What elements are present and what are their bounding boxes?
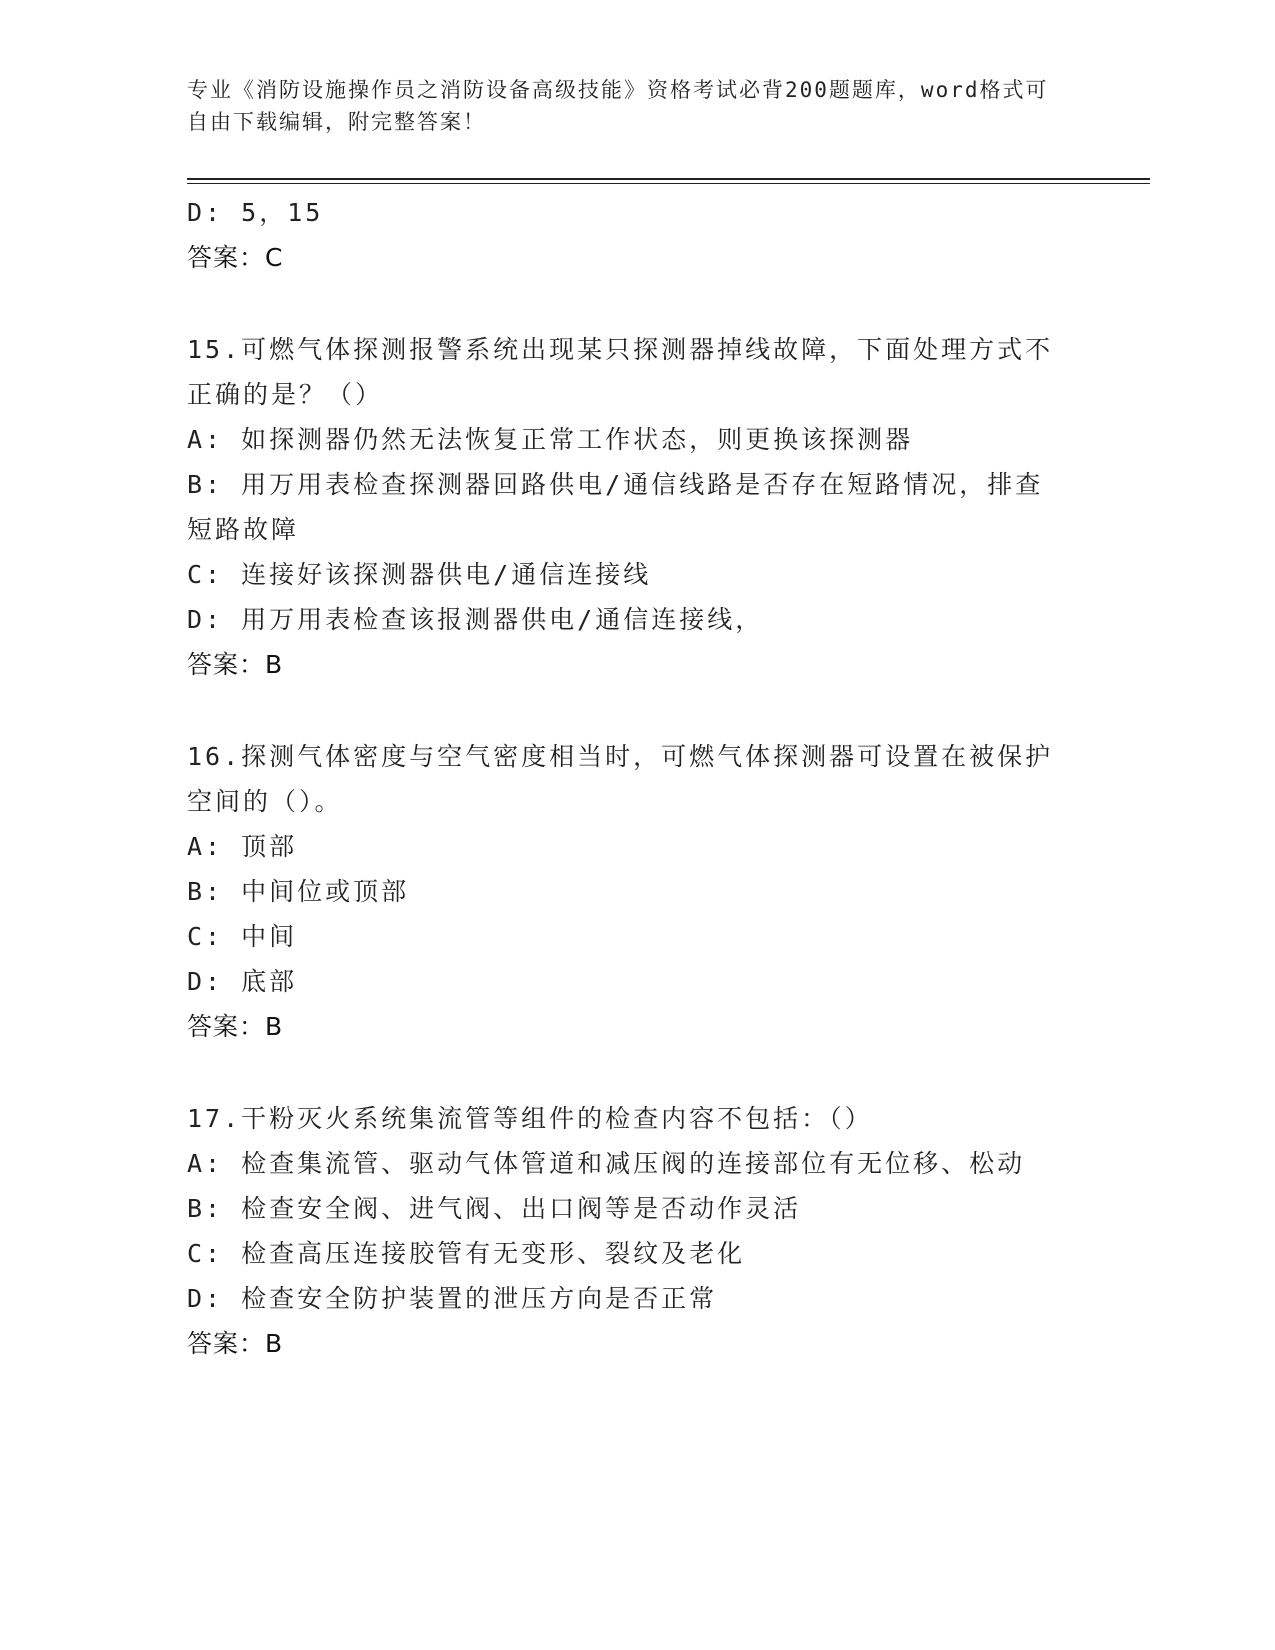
option-a: A: 顶部 [187, 832, 298, 861]
option-c: C: 中间 [187, 922, 298, 951]
document-content [187, 190, 1087, 1366]
option-b: B: 中间位或顶部 [187, 877, 410, 906]
question-stem-continued: 正确的是？（） [187, 380, 384, 409]
option-d: D: 检查安全防护装置的泄压方向是否正常 [187, 1284, 718, 1313]
option-b: B: 用万用表检查探测器回路供电/通信线路是否存在短路情况，排查 [187, 470, 1044, 499]
question-stem: 15.可燃气体探测报警系统出现某只探测器掉线故障，下面处理方式不 [187, 335, 1054, 364]
option-b: B: 检查安全阀、进气阀、出口阀等是否动作灵活 [187, 1194, 802, 1223]
spacer [187, 687, 1087, 734]
option-b-continued: 短路故障 [187, 515, 300, 544]
header-divider-thick [187, 178, 1150, 180]
answer-line: 答案：B [187, 1329, 284, 1358]
header-divider-thin [187, 183, 1150, 184]
option-d: D: 用万用表检查该报测器供电/通信连接线， [187, 605, 764, 634]
question-15 [187, 327, 1087, 687]
question-17 [187, 1096, 1087, 1366]
question-16 [187, 734, 1087, 1049]
spacer [187, 1049, 1087, 1096]
page-header: 专业《消防设施操作员之消防设备高级技能》资格考试必背200题题库，word格式可自由下载编辑，附完整答案！ [187, 78, 1049, 134]
answer-line: 答案：B [187, 1012, 284, 1041]
spacer [187, 280, 1087, 327]
answer-line: 答案：C [187, 243, 284, 272]
question-stem: 16.探测气体密度与空气密度相当时，可燃气体探测器可设置在被保护 [187, 742, 1054, 771]
question-stem-continued: 空间的（）。 [187, 787, 343, 816]
answer-line: 答案：B [187, 650, 284, 679]
prev-question-tail [187, 190, 1087, 280]
option-a: A: 如探测器仍然无法恢复正常工作状态，则更换该探测器 [187, 425, 914, 454]
option-a: A: 检查集流管、驱动气体管道和减压阀的连接部位有无位移、松动 [187, 1149, 1026, 1178]
question-stem: 17.干粉灭火系统集流管等组件的检查内容不包括：（） [187, 1104, 873, 1133]
option-c: C: 连接好该探测器供电/通信连接线 [187, 560, 652, 589]
option-d: D: 底部 [187, 967, 298, 996]
option-c: C: 检查高压连接胶管有无变形、裂纹及老化 [187, 1239, 746, 1268]
option-d: D: 5，15 [187, 198, 324, 227]
